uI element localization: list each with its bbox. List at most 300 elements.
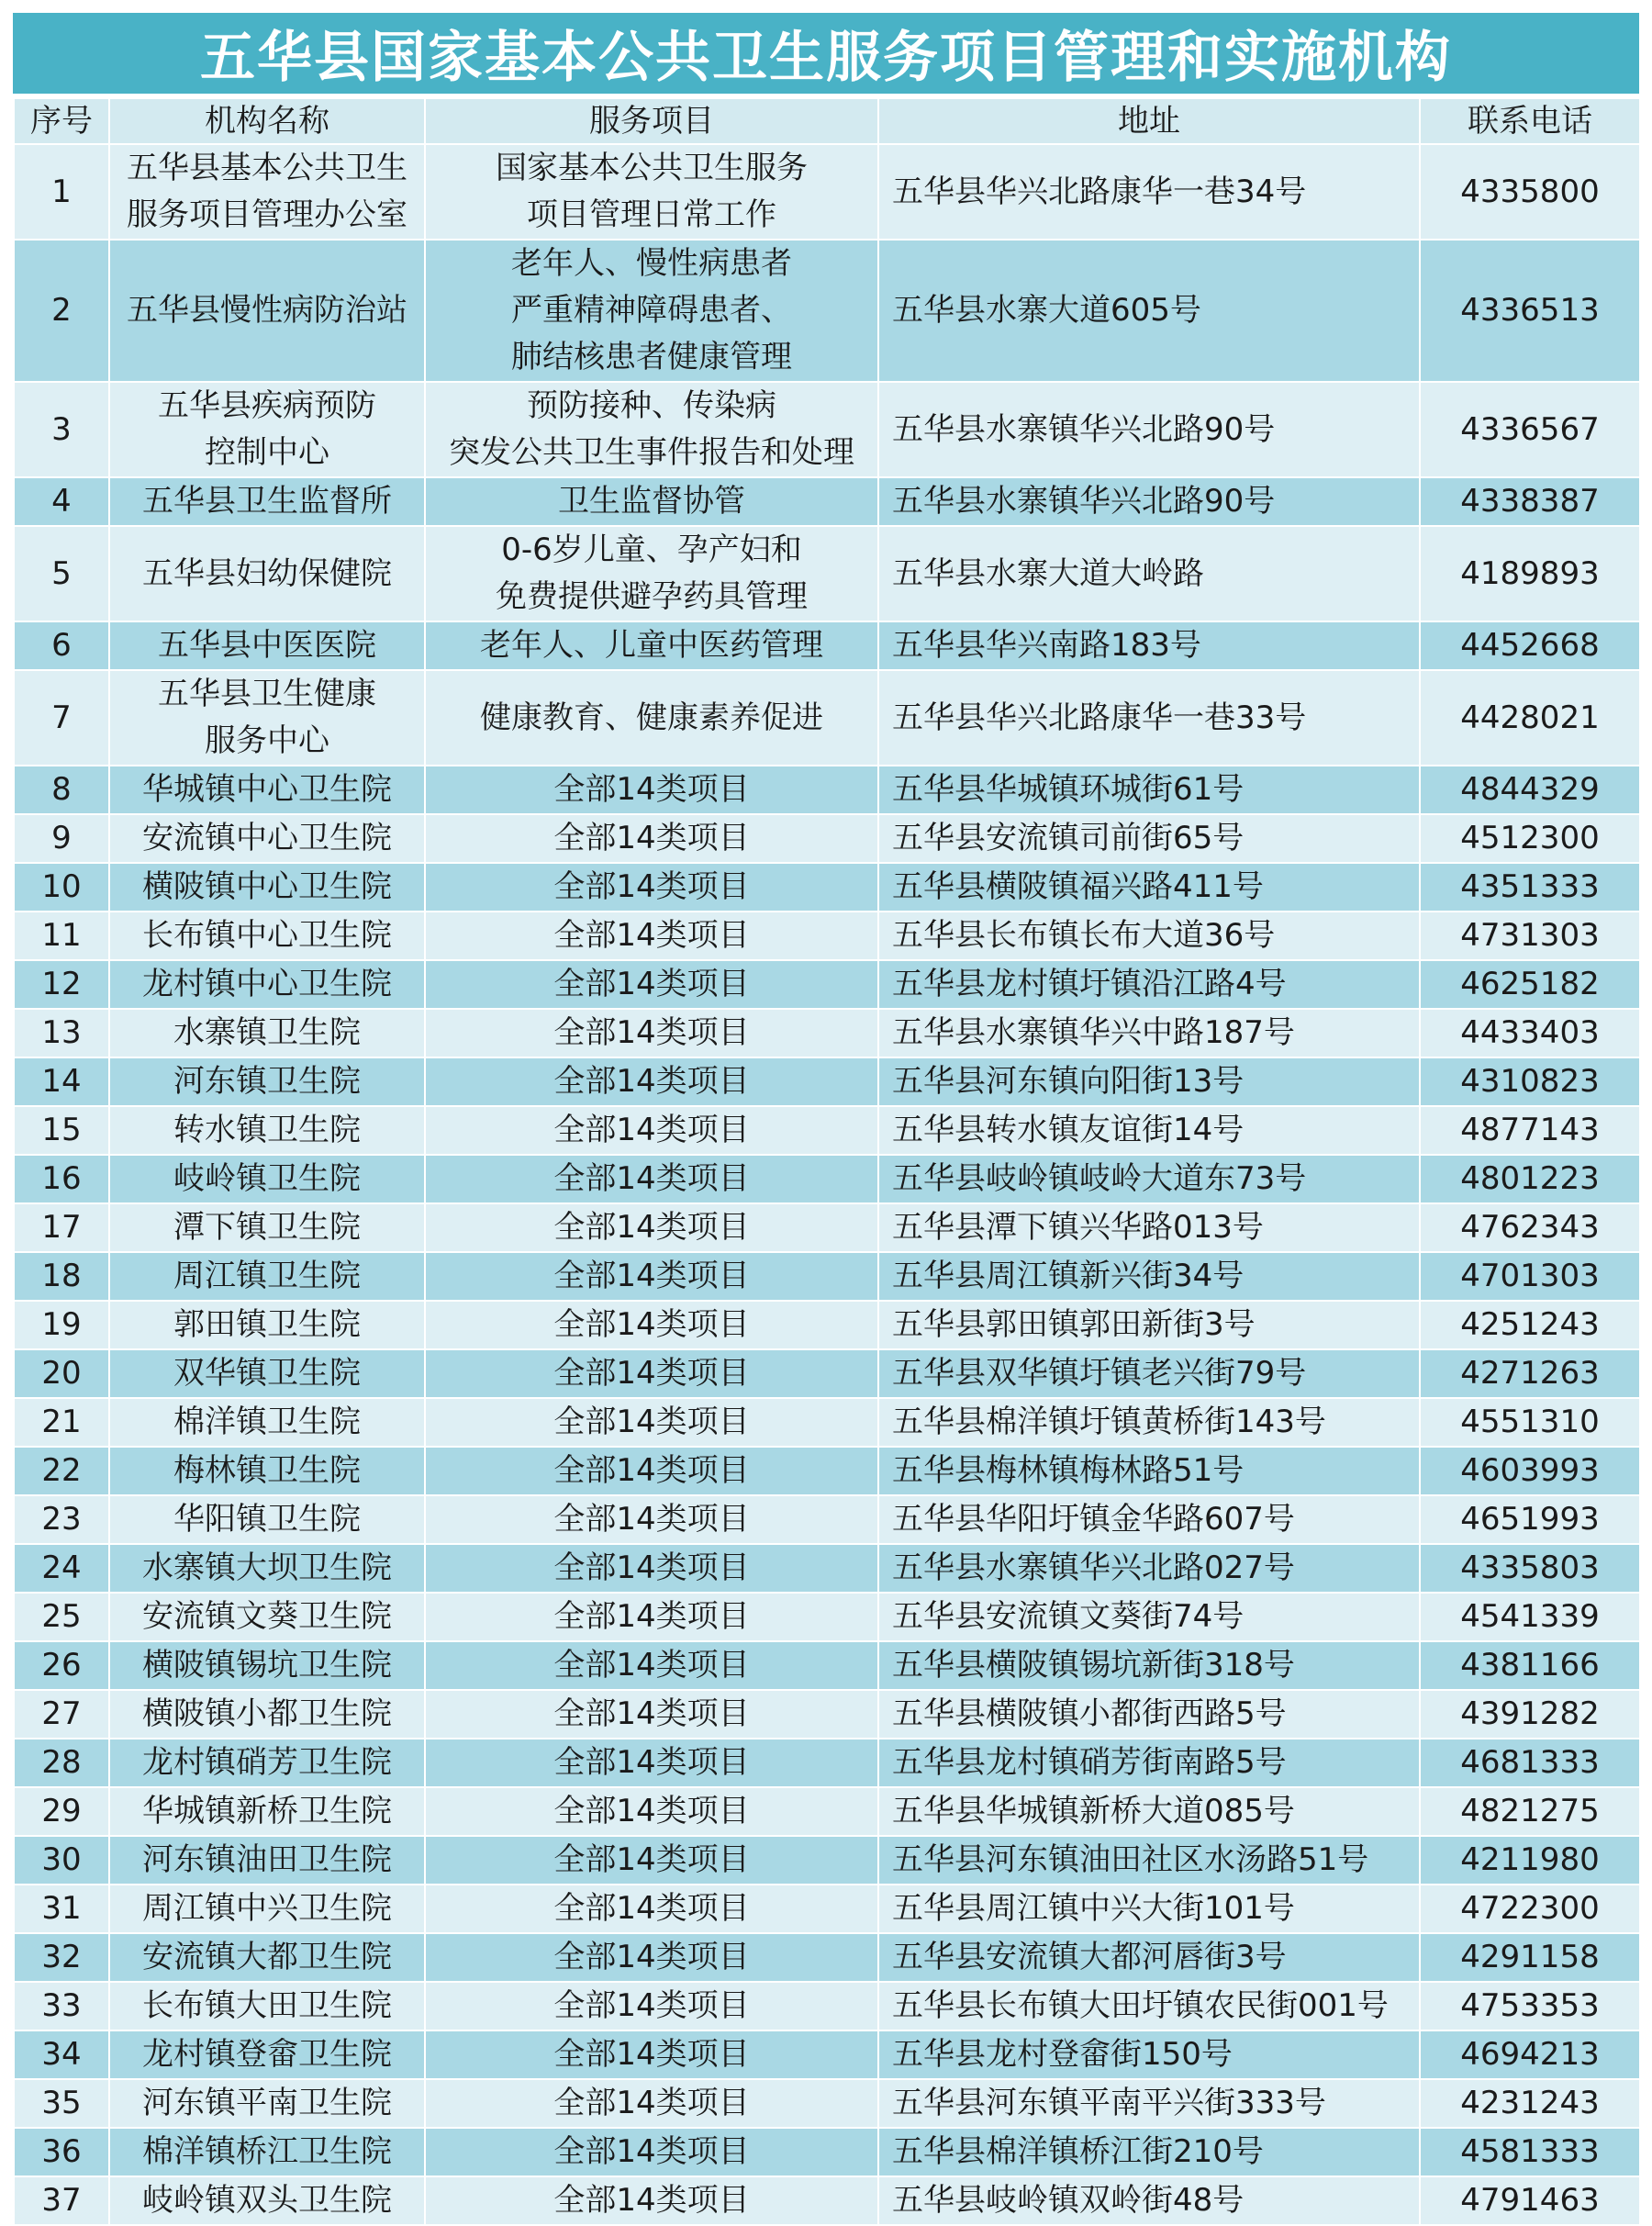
cell-number: 34 [14,2030,109,2079]
cell-service-items-line: 全部14类项目 [553,1744,750,1781]
table-row [14,144,1640,240]
cell-institution-name-line: 棉洋镇卫生院 [173,1404,361,1440]
cell-service-items [425,1009,878,1057]
cell-institution-name-line: 河东镇卫生院 [173,1063,361,1100]
cell-institution-name-line: 华城镇新桥卫生院 [142,1793,392,1829]
table-row [14,1203,1640,1252]
header-number: 序号 [14,98,109,144]
cell-number: 1 [14,144,109,240]
cell-service-items-line: 突发公共卫生事件报告和处理 [449,434,854,471]
cell-phone: 4291158 [1420,1933,1640,1982]
cell-phone: 4336513 [1420,240,1640,382]
cell-service-items [425,1447,878,1495]
cell-service-items [425,1203,878,1252]
table-row [14,1447,1640,1495]
cell-service-items-line: 免费提供避孕药具管理 [496,578,808,615]
cell-phone: 4231243 [1420,2079,1640,2128]
cell-institution-name [109,1836,425,1885]
cell-number: 35 [14,2079,109,2128]
cell-address: 五华县周江镇新兴街34号 [878,1252,1420,1301]
cell-service-items [425,1544,878,1593]
cell-institution-name-line: 五华县中医医院 [158,627,376,664]
cell-number: 22 [14,1447,109,1495]
table-row [14,1155,1640,1203]
cell-number: 31 [14,1885,109,1933]
cell-address: 五华县水寨镇华兴中路187号 [878,1009,1420,1057]
table-row [14,621,1640,670]
table-row [14,1787,1640,1836]
cell-service-items-line: 全部14类项目 [553,1404,750,1440]
cell-phone: 4603993 [1420,1447,1640,1495]
cell-address: 五华县水寨镇华兴北路90号 [878,477,1420,526]
cell-number: 16 [14,1155,109,1203]
cell-service-items [425,2030,878,2079]
cell-institution-name [109,670,425,766]
table-row [14,1933,1640,1982]
cell-service-items [425,670,878,766]
cell-service-items-line: 全部14类项目 [553,1695,750,1732]
cell-service-items [425,2079,878,2128]
cell-institution-name [109,1155,425,1203]
cell-number: 24 [14,1544,109,1593]
cell-institution-name [109,477,425,526]
cell-address: 五华县水寨镇华兴北路90号 [878,382,1420,477]
cell-institution-name-line: 横陂镇中心卫生院 [142,868,392,905]
cell-institution-name [109,1739,425,1787]
cell-institution-name-line: 横陂镇锡坑卫生院 [142,1647,392,1683]
cell-address: 五华县横陂镇福兴路411号 [878,863,1420,912]
cell-service-items [425,1933,878,1982]
cell-number: 25 [14,1593,109,1641]
cell-phone: 4791463 [1420,2176,1640,2225]
cell-service-items-line: 全部14类项目 [553,2133,750,2170]
cell-institution-name-line: 横陂镇小都卫生院 [142,1695,392,1732]
cell-address: 五华县龙村镇圩镇沿江路4号 [878,960,1420,1009]
cell-address: 五华县岐岭镇岐岭大道东73号 [878,1155,1420,1203]
cell-number: 21 [14,1398,109,1447]
table-row [14,2079,1640,2128]
cell-institution-name [109,240,425,382]
cell-institution-name-line: 周江镇卫生院 [173,1258,361,1294]
cell-phone: 4551310 [1420,1398,1640,1447]
cell-institution-name [109,1398,425,1447]
cell-institution-name-line: 五华县卫生监督所 [142,483,392,520]
document-sheet [13,13,1639,2226]
cell-number: 15 [14,1106,109,1155]
cell-address: 五华县华兴北路康华一巷34号 [878,144,1420,240]
cell-service-items-line: 全部14类项目 [553,1160,750,1197]
cell-service-items-line: 全部14类项目 [553,1793,750,1829]
table-row [14,382,1640,477]
cell-address: 五华县华城镇环城街61号 [878,766,1420,814]
cell-phone: 4271263 [1420,1349,1640,1398]
cell-service-items [425,382,878,477]
cell-address: 五华县华兴北路康华一巷33号 [878,670,1420,766]
cell-institution-name [109,1690,425,1739]
cell-institution-name [109,1641,425,1690]
cell-service-items [425,1593,878,1641]
cell-service-items-line: 全部14类项目 [553,1939,750,1975]
cell-phone: 4391282 [1420,1690,1640,1739]
cell-service-items-line: 老年人、慢性病患者 [511,245,792,282]
table-header-row [14,98,1640,144]
cell-service-items-line: 全部14类项目 [553,917,750,954]
cell-institution-name [109,2030,425,2079]
cell-phone: 4351333 [1420,863,1640,912]
cell-service-items-line: 全部14类项目 [553,820,750,856]
cell-service-items [425,2176,878,2225]
cell-institution-name [109,1885,425,1933]
cell-institution-name [109,1106,425,1155]
cell-institution-name [109,1495,425,1544]
cell-address: 五华县横陂镇锡坑新街318号 [878,1641,1420,1690]
cell-service-items-line: 全部14类项目 [553,1647,750,1683]
cell-institution-name [109,382,425,477]
cell-number: 32 [14,1933,109,1982]
table-row [14,1301,1640,1349]
cell-address: 五华县双华镇圩镇老兴街79号 [878,1349,1420,1398]
cell-institution-name-line: 岐岭镇卫生院 [173,1160,361,1197]
table-row [14,1739,1640,1787]
cell-number: 36 [14,2128,109,2176]
cell-phone: 4310823 [1420,1057,1640,1106]
cell-number: 4 [14,477,109,526]
cell-phone: 4335800 [1420,144,1640,240]
cell-service-items [425,766,878,814]
cell-service-items-line: 全部14类项目 [553,1355,750,1392]
table-row [14,670,1640,766]
cell-address: 五华县岐岭镇双岭街48号 [878,2176,1420,2225]
cell-institution-name [109,1447,425,1495]
cell-institution-name-line: 长布镇大田卫生院 [142,1987,392,2024]
cell-institution-name [109,960,425,1009]
cell-address: 五华县长布镇大田圩镇农民街001号 [878,1982,1420,2030]
cell-service-items [425,477,878,526]
cell-phone: 4681333 [1420,1739,1640,1787]
cell-institution-name-line: 龙村镇登畲卫生院 [142,2036,392,2073]
table-row [14,1252,1640,1301]
cell-institution-name [109,526,425,621]
cell-number: 20 [14,1349,109,1398]
cell-number: 28 [14,1739,109,1787]
cell-number: 5 [14,526,109,621]
cell-address: 五华县安流镇文葵街74号 [878,1593,1420,1641]
cell-service-items [425,1836,878,1885]
cell-service-items-line: 卫生监督协管 [558,483,745,520]
cell-address: 五华县水寨镇华兴北路027号 [878,1544,1420,1593]
cell-service-items [425,1739,878,1787]
cell-phone: 4651993 [1420,1495,1640,1544]
header-institution-name: 机构名称 [109,98,425,144]
cell-institution-name-line: 五华县妇幼保健院 [142,554,392,592]
cell-service-items [425,814,878,863]
cell-service-items-line: 全部14类项目 [553,2036,750,2073]
cell-number: 18 [14,1252,109,1301]
table-row [14,1106,1640,1155]
cell-institution-name [109,1009,425,1057]
cell-service-items [425,2128,878,2176]
cell-phone: 4381166 [1420,1641,1640,1690]
cell-service-items-line: 全部14类项目 [553,1063,750,1100]
cell-service-items-line: 全部14类项目 [553,1112,750,1148]
cell-service-items-line: 健康教育、健康素养促进 [480,699,823,736]
cell-service-items-line: 全部14类项目 [553,1306,750,1343]
cell-institution-name-line: 转水镇卫生院 [173,1112,361,1148]
cell-institution-name-line: 潭下镇卫生院 [173,1209,361,1246]
cell-phone: 4336567 [1420,382,1640,477]
cell-phone: 4821275 [1420,1787,1640,1836]
cell-institution-name-line: 龙村镇中心卫生院 [142,966,392,1002]
table-row [14,1544,1640,1593]
cell-address: 五华县长布镇长布大道36号 [878,912,1420,960]
cell-institution-name-line: 水寨镇大坝卫生院 [142,1549,392,1586]
cell-phone: 4251243 [1420,1301,1640,1349]
cell-service-items [425,1057,878,1106]
table-row [14,1593,1640,1641]
document-title: 五华县国家基本公共卫生服务项目管理和实施机构 [13,13,1639,94]
cell-phone: 4512300 [1420,814,1640,863]
table-row [14,1885,1640,1933]
cell-phone: 4541339 [1420,1593,1640,1641]
cell-address: 五华县潭下镇兴华路013号 [878,1203,1420,1252]
cell-number: 27 [14,1690,109,1739]
cell-service-items-line: 预防接种、传染病 [527,387,776,424]
cell-service-items [425,960,878,1009]
cell-number: 2 [14,240,109,382]
table-row [14,2030,1640,2079]
cell-institution-name-line: 五华县慢性病防治站 [127,292,407,329]
cell-service-items [425,1155,878,1203]
cell-phone: 4701303 [1420,1252,1640,1301]
cell-service-items-line: 全部14类项目 [553,1258,750,1294]
cell-service-items [425,1252,878,1301]
cell-institution-name-line: 五华县疾病预防 [158,387,376,424]
cell-phone: 4694213 [1420,2030,1640,2079]
cell-service-items [425,1885,878,1933]
table-row [14,766,1640,814]
cell-service-items-line: 全部14类项目 [553,1987,750,2024]
table-row [14,1057,1640,1106]
cell-service-items-line: 全部14类项目 [553,1841,750,1878]
cell-number: 19 [14,1301,109,1349]
cell-institution-name-line: 河东镇油田卫生院 [142,1841,392,1878]
cell-number: 29 [14,1787,109,1836]
cell-service-items-line: 全部14类项目 [553,1549,750,1586]
cell-institution-name [109,1057,425,1106]
table-row [14,526,1640,621]
cell-institution-name [109,144,425,240]
cell-address: 五华县水寨大道大岭路 [878,526,1420,621]
cell-institution-name [109,1301,425,1349]
cell-institution-name-line: 控制中心 [205,434,329,471]
cell-service-items [425,912,878,960]
header-address: 地址 [878,98,1420,144]
table-row [14,2128,1640,2176]
table-row [14,1349,1640,1398]
table-row [14,1982,1640,2030]
cell-institution-name-line: 五华县基本公共卫生 [127,150,407,186]
cell-phone: 4335803 [1420,1544,1640,1593]
cell-institution-name-line: 郭田镇卫生院 [173,1306,361,1343]
cell-service-items [425,621,878,670]
cell-service-items-line: 全部14类项目 [553,2085,750,2121]
cell-phone: 4753353 [1420,1982,1640,2030]
cell-number: 13 [14,1009,109,1057]
cell-number: 11 [14,912,109,960]
cell-number: 9 [14,814,109,863]
cell-service-items [425,240,878,382]
cell-address: 五华县横陂镇小都街西路5号 [878,1690,1420,1739]
cell-phone: 4211980 [1420,1836,1640,1885]
cell-service-items [425,1349,878,1398]
cell-phone: 4189893 [1420,526,1640,621]
cell-institution-name-line: 双华镇卫生院 [173,1355,361,1392]
cell-service-items-line: 全部14类项目 [553,966,750,1002]
cell-service-items-line: 全部14类项目 [553,1501,750,1538]
cell-service-items-line: 严重精神障碍患者、 [511,292,792,329]
table-row [14,814,1640,863]
header-service-items: 服务项目 [425,98,878,144]
cell-service-items-line: 全部14类项目 [553,1452,750,1489]
cell-address: 五华县梅林镇梅林路51号 [878,1447,1420,1495]
cell-address: 五华县转水镇友谊街14号 [878,1106,1420,1155]
cell-institution-name [109,766,425,814]
cell-address: 五华县河东镇油田社区水汤路51号 [878,1836,1420,1885]
cell-institution-name [109,1252,425,1301]
cell-address: 五华县华阳圩镇金华路607号 [878,1495,1420,1544]
cell-service-items-line: 国家基本公共卫生服务 [496,150,808,186]
cell-institution-name-line: 棉洋镇桥江卫生院 [142,2133,392,2170]
cell-address: 五华县棉洋镇桥江街210号 [878,2128,1420,2176]
cell-institution-name-line: 五华县卫生健康 [158,676,376,712]
table-row [14,960,1640,1009]
cell-service-items-line: 全部14类项目 [553,2182,750,2219]
cell-phone: 4452668 [1420,621,1640,670]
cell-institution-name [109,2176,425,2225]
cell-address: 五华县华兴南路183号 [878,621,1420,670]
table-row [14,1836,1640,1885]
cell-institution-name-line: 安流镇大都卫生院 [142,1939,392,1975]
cell-institution-name [109,1933,425,1982]
cell-institution-name-line: 河东镇平南卫生院 [142,2085,392,2121]
cell-phone: 4581333 [1420,2128,1640,2176]
table-row [14,1690,1640,1739]
table-body [14,144,1640,2225]
cell-service-items [425,1398,878,1447]
cell-address: 五华县安流镇大都河唇街3号 [878,1933,1420,1982]
cell-number: 10 [14,863,109,912]
table-row [14,240,1640,382]
cell-service-items [425,1641,878,1690]
header-phone: 联系电话 [1420,98,1640,144]
cell-institution-name-line: 服务项目管理办公室 [127,196,407,233]
cell-service-items [425,1495,878,1544]
cell-address: 五华县周江镇中兴大街101号 [878,1885,1420,1933]
cell-number: 6 [14,621,109,670]
cell-institution-name-line: 岐岭镇双头卫生院 [142,2182,392,2219]
table-row [14,1398,1640,1447]
table-row [14,912,1640,960]
cell-phone: 4877143 [1420,1106,1640,1155]
cell-institution-name [109,2128,425,2176]
cell-institution-name-line: 龙村镇硝芳卫生院 [142,1744,392,1781]
cell-institution-name-line: 安流镇文葵卫生院 [142,1598,392,1635]
cell-service-items [425,144,878,240]
cell-address: 五华县河东镇平南平兴街333号 [878,2079,1420,2128]
cell-phone: 4844329 [1420,766,1640,814]
cell-service-items-line: 0-6岁儿童、孕产妇和 [501,531,802,568]
cell-institution-name [109,1203,425,1252]
cell-address: 五华县河东镇向阳街13号 [878,1057,1420,1106]
cell-phone: 4722300 [1420,1885,1640,1933]
cell-phone: 4625182 [1420,960,1640,1009]
cell-address: 五华县龙村镇硝芳街南路5号 [878,1739,1420,1787]
cell-phone: 4762343 [1420,1203,1640,1252]
cell-phone: 4731303 [1420,912,1640,960]
cell-address: 五华县龙村登畲街150号 [878,2030,1420,2079]
cell-institution-name-line: 华阳镇卫生院 [173,1501,361,1538]
cell-institution-name [109,621,425,670]
cell-service-items [425,1690,878,1739]
cell-service-items-line: 全部14类项目 [553,1890,750,1927]
cell-address: 五华县棉洋镇圩镇黄桥街143号 [878,1398,1420,1447]
table-row [14,1495,1640,1544]
cell-institution-name [109,863,425,912]
cell-address: 五华县华城镇新桥大道085号 [878,1787,1420,1836]
cell-service-items [425,1787,878,1836]
cell-service-items-line: 全部14类项目 [553,1598,750,1635]
cell-institution-name-line: 服务中心 [205,722,329,759]
table-row [14,477,1640,526]
cell-service-items [425,1982,878,2030]
cell-address: 五华县安流镇司前街65号 [878,814,1420,863]
cell-service-items [425,1106,878,1155]
cell-number: 3 [14,382,109,477]
cell-service-items [425,526,878,621]
cell-number: 23 [14,1495,109,1544]
cell-institution-name [109,1593,425,1641]
cell-institution-name [109,912,425,960]
cell-phone: 4428021 [1420,670,1640,766]
cell-service-items-line: 全部14类项目 [553,1209,750,1246]
table-row [14,863,1640,912]
cell-number: 14 [14,1057,109,1106]
cell-service-items-line: 全部14类项目 [553,1014,750,1051]
cell-phone: 4801223 [1420,1155,1640,1203]
cell-institution-name-line: 华城镇中心卫生院 [142,771,392,808]
cell-institution-name-line: 周江镇中兴卫生院 [142,1890,392,1927]
cell-service-items [425,863,878,912]
table-row [14,1641,1640,1690]
cell-number: 37 [14,2176,109,2225]
cell-institution-name [109,1982,425,2030]
cell-institution-name-line: 水寨镇卫生院 [173,1014,361,1051]
cell-institution-name-line: 长布镇中心卫生院 [142,917,392,954]
cell-service-items-line: 肺结核患者健康管理 [511,339,792,375]
cell-number: 30 [14,1836,109,1885]
cell-service-items-line: 老年人、儿童中医药管理 [480,627,823,664]
cell-number: 12 [14,960,109,1009]
cell-number: 26 [14,1641,109,1690]
cell-service-items [425,1301,878,1349]
cell-institution-name [109,1349,425,1398]
cell-number: 33 [14,1982,109,2030]
table-row [14,2176,1640,2225]
cell-address: 五华县水寨大道605号 [878,240,1420,382]
table-row [14,1009,1640,1057]
cell-number: 8 [14,766,109,814]
cell-address: 五华县郭田镇郭田新街3号 [878,1301,1420,1349]
